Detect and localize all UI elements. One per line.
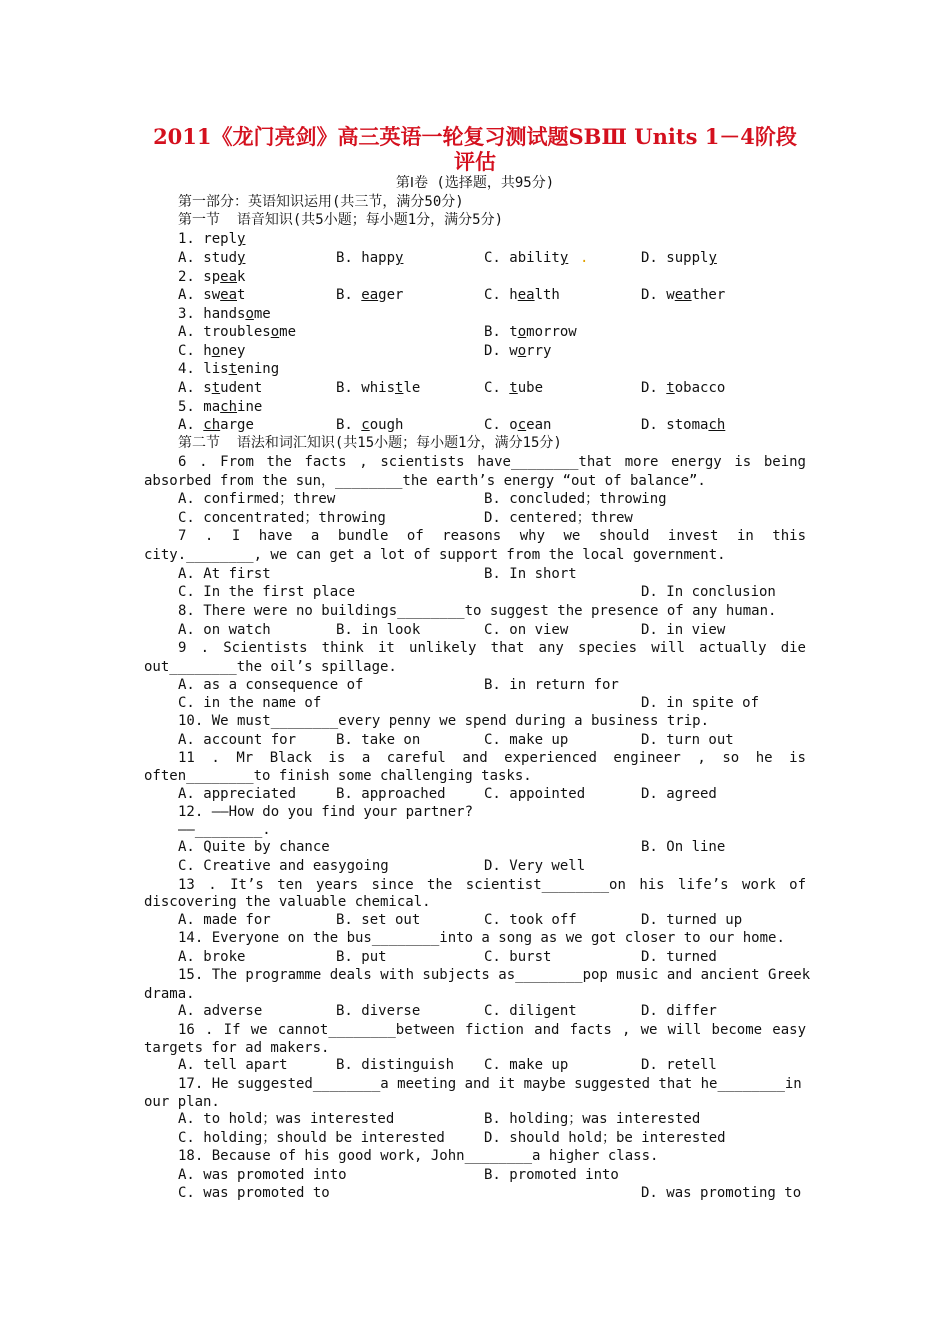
section1-heading: 第一节 语音知识(共5小题；每小题1分，满分5分): [178, 212, 503, 228]
doc-title-line1: 2011《龙门亮剑》高三英语一轮复习测试题SBⅢ Units 1－4阶段: [153, 124, 797, 149]
q7-stem-line1: 7 . I have a bundle of reasons why we should invest in this: [178, 528, 806, 544]
q16-option-a: A. tell apart: [178, 1057, 288, 1073]
q3-option-d: D. worry: [484, 343, 552, 359]
q13-stem-line2: discovering the valuable chemical.: [144, 894, 431, 910]
q16-option-c: C. make up: [484, 1057, 569, 1073]
q5-option-d: D. stomach: [641, 417, 726, 433]
q14-option-d: D. turned: [641, 949, 717, 965]
q18-stem: 18. Because of his good work, John________a higher class.: [178, 1148, 659, 1164]
q12-stem-line2: ——________.: [178, 822, 271, 838]
q10-option-d: D. turn out: [641, 732, 734, 748]
q12-option-d: D. Very well: [484, 858, 586, 874]
q15-option-b: B. diverse: [336, 1003, 421, 1019]
q1-option-c: C. ability: [484, 250, 569, 266]
q12-stem-line1: 12. ——How do you find your partner?: [178, 804, 474, 820]
q3-option-b: B. tomorrow: [484, 324, 577, 340]
q17-option-d: D. should hold；be interested: [484, 1130, 726, 1146]
q8-option-d: D. in view: [641, 622, 726, 638]
q12-option-b: B. On line: [641, 839, 726, 855]
q2-option-b: B. eager: [336, 287, 404, 303]
q4-option-a: A. student: [178, 380, 263, 396]
part1-heading: 第一部分：英语知识运用(共三节，满分50分): [178, 194, 464, 210]
q11-option-a: A. appreciated: [178, 786, 297, 802]
q15-stem-line1: 15. The programme deals with subjects as________pop music and ancient Greek: [178, 967, 811, 983]
q15-stem-line2: drama.: [144, 986, 195, 1002]
q4-option-d: D. tobacco: [641, 380, 726, 396]
q9-option-c: C. in the name of: [178, 695, 322, 711]
q1-option-a: A. study: [178, 250, 246, 266]
q18-option-d: D. was promoting to: [641, 1185, 802, 1201]
q11-stem-line1: 11 . Mr Black is a careful and experienced engineer , so he is: [178, 750, 806, 766]
q16-stem-line1: 16 . If we cannot________between fiction and facts , we will become easy: [178, 1022, 806, 1038]
q6-option-d: D. centered；threw: [484, 510, 633, 526]
q13-option-b: B. set out: [336, 912, 421, 928]
q9-option-b: B. in return for: [484, 677, 619, 693]
q5-option-c: C. ocean: [484, 417, 552, 433]
q14-option-a: A. broke: [178, 949, 246, 965]
q7-stem-line2: city.________, we can get a lot of support from the local government.: [144, 547, 726, 563]
q11-option-d: D. agreed: [641, 786, 717, 802]
q5-option-b: B. cough: [336, 417, 404, 433]
section2-heading: 第二节 语法和词汇知识(共15小题；每小题1分，满分15分): [178, 435, 562, 451]
q16-option-d: D. retell: [641, 1057, 717, 1073]
q4-option-c: C. tube: [484, 380, 544, 396]
q3-stem: 3. handsome: [178, 306, 271, 322]
q2-stem: 2. speak: [178, 269, 246, 285]
q6-option-c: C. concentrated；throwing: [178, 510, 386, 526]
q7-option-d: D. In conclusion: [641, 584, 776, 600]
q18-option-c: C. was promoted to: [178, 1185, 330, 1201]
q10-option-a: A. account for: [178, 732, 297, 748]
q11-option-c: C. appointed: [484, 786, 586, 802]
q4-stem: 4. listening: [178, 361, 280, 377]
q10-stem: 10. We must________every penny we spend during a business trip.: [178, 713, 710, 729]
q8-stem: 8. There were no buildings________to suggest the presence of any human.: [178, 603, 777, 619]
q2-option-c: C. health: [484, 287, 560, 303]
q15-option-c: C. diligent: [484, 1003, 577, 1019]
q9-option-a: A. as a consequence of: [178, 677, 364, 693]
q7-option-a: A. At first: [178, 566, 271, 582]
q8-option-a: A. on watch: [178, 622, 271, 638]
q18-option-b: B. promoted into: [484, 1167, 619, 1183]
q5-option-a: A. charge: [178, 417, 254, 433]
q14-stem: 14. Everyone on the bus________into a song as we got closer to our home.: [178, 930, 785, 946]
q11-stem-line2: often________to finish some challenging tasks.: [144, 768, 532, 784]
q16-option-b: B. distinguish: [336, 1057, 455, 1073]
q11-option-b: B. approached: [336, 786, 446, 802]
q13-option-c: C. took off: [484, 912, 577, 928]
q9-option-d: D. in spite of: [641, 695, 760, 711]
q15-option-a: A. adverse: [178, 1003, 263, 1019]
q7-option-b: B. In short: [484, 566, 577, 582]
q12-option-c: C. Creative and easygoing: [178, 858, 389, 874]
doc-title-line2: 评估: [454, 149, 496, 174]
q14-option-b: B. put: [336, 949, 387, 965]
q17-option-c: C. holding；should be interested: [178, 1130, 445, 1146]
q1-option-b: B. happy: [336, 250, 404, 266]
q9-stem-line2: out________the oil’s spillage.: [144, 659, 397, 675]
q8-option-b: B. in look: [336, 622, 421, 638]
q10-option-b: B. take on: [336, 732, 421, 748]
q8-option-c: C. on view: [484, 622, 569, 638]
q12-option-a: A. Quite by chance: [178, 839, 330, 855]
q1-option-d: D. supply: [641, 250, 717, 266]
q6-stem-line1: 6 . From the facts , scientists have________that more energy is being: [178, 454, 806, 470]
q6-option-a: A. confirmed；threw: [178, 491, 336, 507]
q10-option-c: C. make up: [484, 732, 569, 748]
q3-option-a: A. troublesome: [178, 324, 297, 340]
q1-c-mark: .: [580, 250, 589, 266]
q1-stem: 1. reply: [178, 231, 246, 247]
paper-subtitle: 第Ⅰ卷 (选择题，共95分): [395, 175, 555, 191]
q4-option-b: B. whistle: [336, 380, 421, 396]
q17-option-a: A. to hold；was interested: [178, 1111, 395, 1127]
q2-option-a: A. sweat: [178, 287, 246, 303]
q17-stem-line2: our plan.: [144, 1094, 220, 1110]
q13-stem-line1: 13 . It’s ten years since the scientist________on his life’s work of: [178, 877, 806, 893]
q18-option-a: A. was promoted into: [178, 1167, 347, 1183]
q16-stem-line2: targets for ad makers.: [144, 1040, 330, 1056]
q15-option-d: D. differ: [641, 1003, 717, 1019]
q13-option-d: D. turned up: [641, 912, 743, 928]
q5-stem: 5. machine: [178, 399, 263, 415]
q6-stem-line2: absorbed from the sun，________the earth’s energy “out of balance”.: [144, 473, 706, 489]
q2-option-d: D. weather: [641, 287, 726, 303]
q17-stem-line1: 17. He suggested________a meeting and it maybe suggested that he________in: [178, 1076, 802, 1092]
q14-option-c: C. burst: [484, 949, 552, 965]
q13-option-a: A. made for: [178, 912, 271, 928]
q7-option-c: C. In the first place: [178, 584, 356, 600]
q17-option-b: B. holding；was interested: [484, 1111, 701, 1127]
q6-option-b: B. concluded；throwing: [484, 491, 667, 507]
q3-option-c: C. honey: [178, 343, 246, 359]
q9-stem-line1: 9 . Scientists think it unlikely that any species will actually die: [178, 640, 806, 656]
